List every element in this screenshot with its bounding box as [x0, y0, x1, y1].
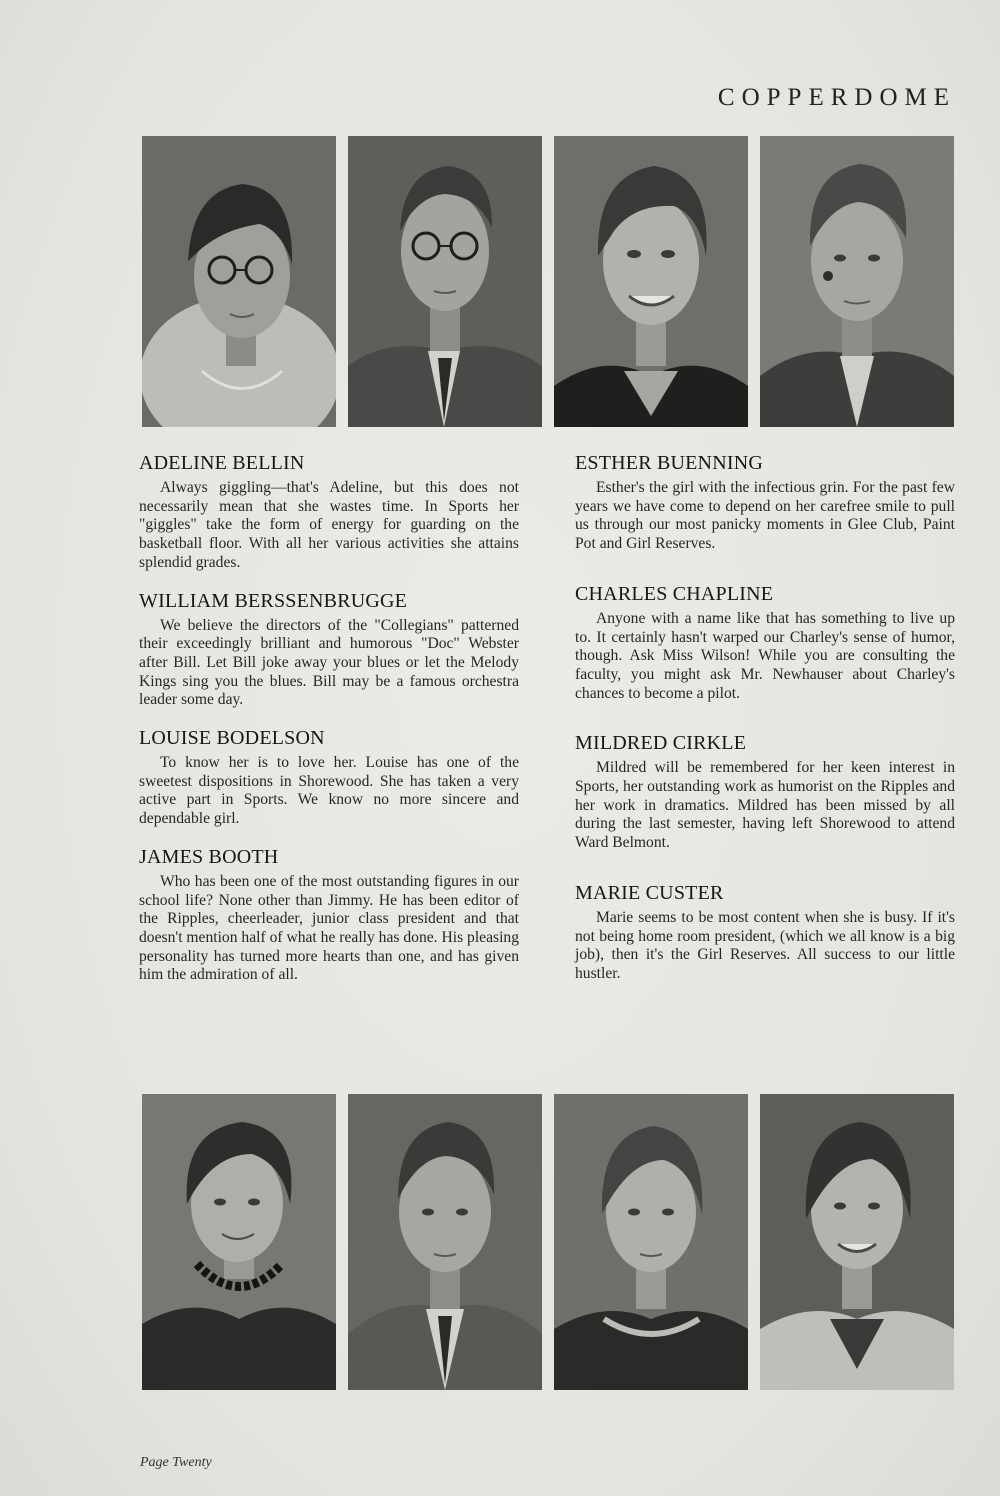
female-portrait-icon	[142, 1094, 336, 1390]
portrait-photo-louise-bodelson	[142, 1094, 336, 1390]
portrait-photo-marie-custer	[760, 1094, 954, 1390]
left-column	[139, 452, 519, 985]
student-bio: Always giggling—that's Adeline, but this does not necessarily mean that she wastes time. In Sports her "giggles" take the form of energy for guarding on the basketball floor. With all her various activities she attains splendid grades.	[139, 479, 519, 571]
entry-james-booth	[139, 846, 519, 985]
student-name: LOUISE BODELSON	[139, 727, 325, 750]
student-bio: To know her is to love her. Louise has one of the sweetest dispositions in Shorewood. She has taken a very active part in Sports. We know no more sincere and dependable girl.	[139, 754, 519, 828]
student-bio: Who has been one of the most outstanding figures in our school life? None other than Jimmy. He has been editor of the Ripples, cheerleader, junior class president and that doesn't mention half of what he really has done. His pleasing personality has turned more hearts than one, and has given him the admiration of all.	[139, 872, 519, 984]
entry-marie-custer	[575, 882, 955, 984]
student-name: ADELINE BELLIN	[139, 452, 305, 474]
entry-adeline-bellin	[139, 452, 519, 573]
running-title: COPPERDOME	[717, 84, 956, 111]
student-name: JAMES BOOTH	[139, 845, 279, 868]
portrait-photo-william-berssenbrugge	[348, 136, 542, 427]
female-portrait-icon	[760, 1094, 954, 1390]
top-portrait-row	[142, 136, 954, 427]
entry-charles-chapline	[575, 583, 955, 704]
entry-louise-bodelson	[139, 727, 519, 829]
student-name: MILDRED CIRKLE	[575, 732, 747, 755]
female-portrait-icon	[142, 136, 336, 427]
portrait-photo-james-booth	[348, 1094, 542, 1390]
portrait-photo-esther-buenning	[554, 136, 748, 427]
portrait-photo-charles-chapline	[760, 136, 954, 427]
student-name: CHARLES CHAPLINE	[575, 582, 774, 605]
male-portrait-icon	[348, 1094, 542, 1390]
student-bio: Marie seems to be most content when she is busy. If it's not being home room president, (which we all know is a big job), then it's the Girl Reserves. All success to our little hustler.	[575, 908, 955, 982]
student-bio: We believe the directors of the "Collegians" patterned their exceedingly brilliant and humorous "Doc" Webster after Bill. Let Bill joke away your blues or let the Melody Kings sing you the blues. Bill may be a famous orchestra leader some day.	[139, 616, 519, 709]
student-name: ESTHER BUENNING	[575, 452, 763, 474]
student-name: MARIE CUSTER	[575, 881, 724, 904]
portrait-photo-adeline-bellin	[142, 136, 336, 427]
student-bio: Esther's the girl with the infectious grin. For the past few years we have come to depend on her carefree smile to pull us through our most panicky moments in Glee Club, Paint Pot and Girl Reserves.	[575, 479, 955, 553]
right-column	[575, 452, 955, 984]
student-bio: Anyone with a name like that has something to live up to. It certainly hasn't warped our Charley's sense of humor, though. Ask Miss Wilson! While you are consulting the faculty, you might ask Mr. Newhauser about Charley's chances to become a pilot.	[575, 609, 955, 702]
portrait-photo-mildred-cirkle	[554, 1094, 748, 1390]
page-number: Page Twenty	[140, 1455, 212, 1470]
entry-william-berssenbrugge	[139, 590, 519, 711]
student-name: WILLIAM BERSSENBRUGGE	[139, 589, 408, 612]
entry-mildred-cirkle	[575, 732, 955, 853]
female-portrait-icon	[554, 136, 748, 427]
male-portrait-icon	[760, 136, 954, 427]
male-portrait-icon	[348, 136, 542, 427]
student-bio: Mildred will be remembered for her keen interest in Sports, her outstanding work as humorist on the Ripples and her work in dramatics. Mildred has been missed by all during the last semester, having left Shorewood to attend Ward Belmont.	[575, 759, 955, 852]
female-portrait-icon	[554, 1094, 748, 1390]
entry-esther-buenning	[575, 452, 955, 554]
bottom-portrait-row	[142, 1094, 954, 1390]
